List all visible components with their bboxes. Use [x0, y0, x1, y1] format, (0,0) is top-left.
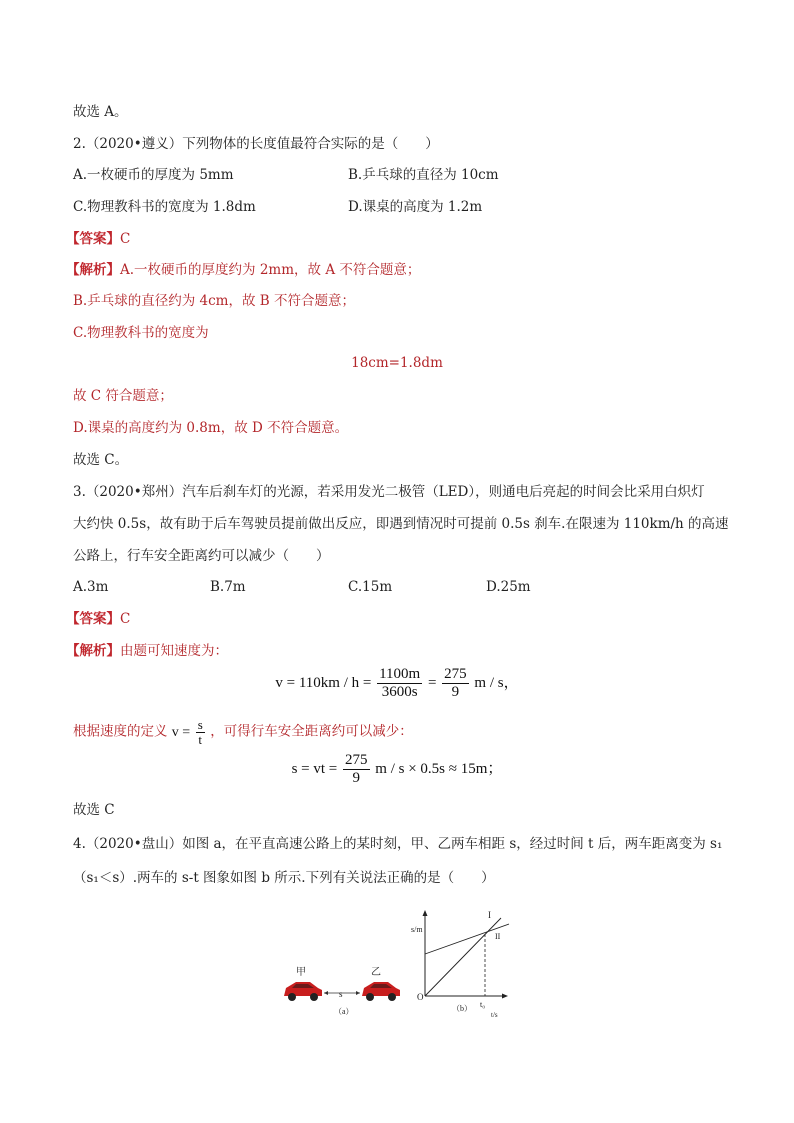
option-b: B.7m: [210, 579, 246, 595]
text-line: 故选 A。: [73, 104, 128, 120]
answer-tag: 【答案】: [66, 231, 120, 247]
answer-value: C: [120, 231, 131, 247]
eq-tail: m / s × 0.5s ≈ 15m；: [375, 760, 503, 777]
line-i-label: I: [488, 910, 491, 920]
car-icon: [284, 982, 322, 1001]
option-a: A.3m: [73, 579, 109, 595]
analysis-text: 故 C 符合题意；: [73, 388, 173, 404]
car2-label: 乙: [371, 967, 381, 978]
equation-speed: [0, 666, 794, 701]
option-c: C.物理教科书的宽度为 1.8dm: [73, 199, 256, 215]
answer-line: [66, 229, 130, 249]
question-3: 3.（2020•郑州）汽车后刹车灯的光源，若采用发光二极管（LED），则通电后亮起的时间会比采用白炽灯: [73, 484, 705, 500]
figure-b-graph: [405, 906, 515, 1018]
question-3-cont: 公路上，行车安全距离约可以减少（ ）: [73, 548, 330, 564]
frac-num: 275: [444, 666, 467, 682]
analysis-line: [66, 641, 228, 661]
frac-den: t: [198, 732, 203, 747]
analysis-tag: 【解析】: [66, 262, 120, 278]
caption-b: （b）: [452, 1004, 472, 1013]
option-d: D.25m: [486, 579, 531, 595]
fraction: [442, 666, 469, 701]
car-icon: [362, 982, 400, 1001]
eq-sign: =: [427, 674, 437, 691]
fraction: [377, 666, 422, 701]
def-lhs: v =: [171, 724, 191, 740]
question-4: 4.（2020•盘山）如图 a，在平直高速公路上的某时刻，甲、乙两车相距 s，经过时间 t 后，两车距离变为 s₁: [73, 836, 723, 852]
caption-a: （a）: [334, 1007, 354, 1016]
eq-tail: m / s，: [474, 674, 519, 691]
definition-text: ，可得行车安全距离约可以减少：: [210, 723, 413, 740]
frac-num: 1100m: [379, 666, 421, 682]
analysis-tag: 【解析】: [66, 643, 120, 659]
option-c: C.15m: [348, 579, 393, 595]
frac-num: s: [197, 717, 203, 732]
car1-label: 甲: [296, 967, 306, 978]
frac-den: 9: [451, 684, 460, 700]
frac-den: 9: [352, 770, 361, 786]
answer-line: [66, 609, 130, 629]
option-d: D.课桌的高度为 1.2m: [348, 199, 483, 215]
line-i: [425, 918, 501, 996]
fraction: [196, 718, 205, 747]
analysis-text: 由题可知速度为：: [120, 643, 228, 659]
frac-den: 3600s: [381, 684, 418, 700]
t0-label: t₀: [480, 1000, 486, 1009]
origin-label: O: [417, 992, 424, 1002]
fraction: [343, 752, 370, 787]
option-a: A.一枚硬币的厚度为 5mm: [73, 167, 234, 183]
definition-text: 根据速度的定义: [73, 723, 168, 740]
line-ii-label: II: [495, 932, 501, 941]
distance-label: s: [339, 989, 343, 999]
question-3-cont: 大约快 0.5s，故有助于后车驾驶员提前做出反应，即遇到情况时可提前 0.5s 刹车.在限速为 110km/h 的高速: [73, 516, 729, 532]
answer-tag: 【答案】: [66, 611, 120, 627]
x-axis-label: t/s: [491, 1011, 498, 1018]
question-2: 2.（2020•遵义）下列物体的长度值最符合实际的是（ ）: [73, 136, 439, 152]
equation-line: 18cm=1.8dm: [351, 355, 443, 371]
definition-formula: [171, 717, 210, 747]
eq-lhs: s = vt =: [291, 760, 338, 777]
analysis-line: [66, 260, 420, 280]
conclusion-line: 故选 C: [73, 802, 115, 818]
y-axis-label: s/m: [411, 925, 423, 934]
conclusion-line: 故选 C。: [73, 452, 129, 468]
analysis-text: C.物理教科书的宽度为: [73, 325, 209, 341]
eq-lhs: v = 110km / h =: [275, 674, 372, 691]
figure-a: [276, 960, 406, 1020]
analysis-text: A.一枚硬币的厚度约为 2mm，故 A 不符合题意；: [120, 262, 421, 278]
question-4-cont: （s₁＜s）.两车的 s-t 图象如图 b 所示.下列有关说法正确的是（ ）: [73, 870, 495, 886]
analysis-text: D.课桌的高度约为 0.8m，故 D 不符合题意。: [73, 420, 349, 436]
definition-line: [73, 718, 413, 747]
option-b: B.乒乓球的直径为 10cm: [348, 167, 499, 183]
equation-distance: [0, 752, 794, 787]
answer-value: C: [120, 611, 131, 627]
analysis-text: B.乒乓球的直径约为 4cm，故 B 不符合题意；: [73, 293, 355, 309]
frac-num: 275: [345, 752, 368, 768]
